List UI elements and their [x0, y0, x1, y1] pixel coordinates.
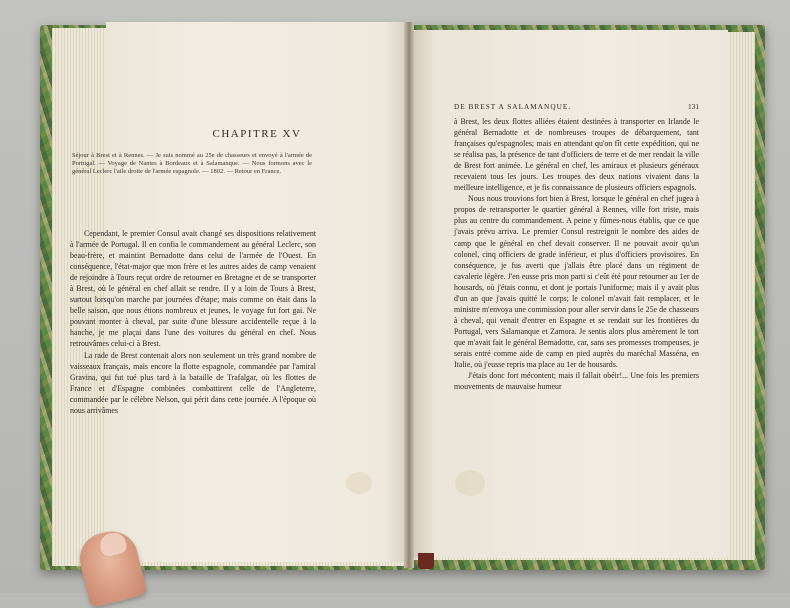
chapter-summary: Séjour à Brest et à Rennes. — Je suis nommé au 25e de chasseurs et envoyé à l'armée de Portugal. — Voyage de Nantes à Bordeaux et à Salamanque. — Nous formons avec le général Leclerc l'aile droite de l'armée espagnole. — 1802. — Retour en France.	[72, 152, 312, 175]
right-paragraph: J'étais donc fort mécontent; mais il fallait obéir!... Une fois les premiers mouvements de mauvaise humeur	[454, 371, 699, 392]
bookmark-ribbon	[418, 553, 434, 569]
running-head-title: DE BREST A SALAMANQUE.	[454, 102, 572, 111]
left-page-body	[70, 228, 316, 416]
left-paragraph: La rade de Brest contenait alors non seulement un très grand nombre de vaisseaux français, mais encore la flotte espagnole, commandée par l'amiral Gravina, qui fut tué plus tard à la bataille de Trafalgar, où les flottes de France et d'Espagne combinées combattirent celle de l'Angleterre, commandée par le célèbre Nelson, qui périt dans cette journée. A l'époque où nous arrivâmes	[70, 350, 316, 415]
left-paragraph: Cependant, le premier Consul avait changé ses dispositions relativement à l'armée de Portugal. Il en confia le commandement au général Leclerc, son beau-frère, et maintint Bernadotte dans celui de l'armée de l'Ouest. En conséquence, l'état-major que mon frère et les autres aides de camp venaient de rejoindre à Tours reçut ordre de retourner en Bretagne et de se transporter à Brest, où le général en chef allait se rendre. Il y a loin de Tours à Brest, surtout lorsqu'on marche par journées d'étape; mais comme on était dans la belle saison, que nous étions nombreux et jeunes, le voyage fut fort gai. Ne pouvant monter à cheval, par suite d'une blessure accidentelle reçue à la hanche, je me plaçai dans l'une des voitures du général en chef. Nous retrouvâmes celui-ci à Brest.	[70, 229, 316, 349]
right-paragraph: Nous nous trouvions fort bien à Brest, lorsque le général en chef jugea à propos de retransporter le quartier général à Rennes, ville fort triste, mais plus au centre du commandement. A peine y fûmes-nous établis, que ce que j'avais prévu arriva. Le premier Consul restreignit le nombre des aides de camp que le général en chef devait conserver. Il ne pouvait avoir qu'un colonel, cinq officiers de grade inférieur, et plus d'officiers provisoires. En conséquence, je fus averti que j'allais être placé dans un régiment de cavalerie légère. J'en eusse pris mon parti si c'eût été pour retourner au 1er de housards, où j'étais connu, et dont je portais l'uniforme; mais il y avait plus d'un an que j'avais quitté le corps; le colonel m'avait fait remplacer, et le ministre m'envoya une commission pour aller servir dans le 25e de chasseurs à cheval, qui venait d'entrer en Espagne et se rendait sur les frontières du Portugal, vers Salamanque et Zamora. Je sentis alors plus amèrement le tort que m'avait fait le général Bernadotte, car, sans ses promesses trompeuses, je serais entré comme aide de camp en pied auprès du maréchal Masséna, en Italie, où j'eusse repris ma place au 1er de housards.	[454, 194, 699, 370]
chapter-title: CHAPITRE XV	[212, 128, 302, 140]
right-page-body	[454, 116, 699, 392]
running-head	[454, 102, 699, 111]
book-gutter	[404, 22, 414, 568]
right-paragraph: à Brest, les deux flottes alliées étaient destinées à transporter en Irlande le général Bernadotte et de nombreuses troupes de débarquement, tant françaises qu'espagnoles; mais en attendant qu'on fît cette expédition, qui ne se réalisa pas, la présence de tant d'officiers de terre et de mer rendait la ville de Brest fort animée. Le général en chef, les amiraux et plusieurs généraux recevaient tous les jours. Les troupes des deux nations vivaient dans la meilleure intelligence, et je fis connaissance de plusieurs officiers espagnols.	[454, 117, 699, 193]
page-number: 131	[688, 102, 699, 111]
